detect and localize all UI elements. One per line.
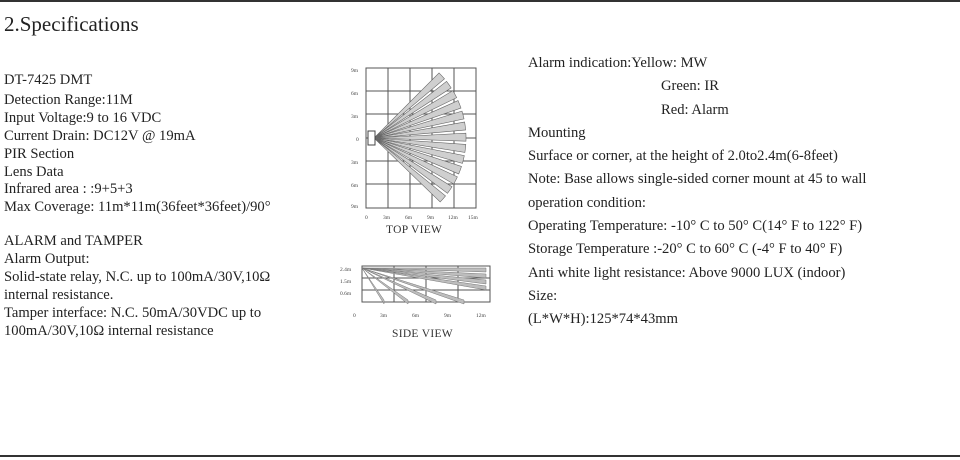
side-y-tick: 1.5m xyxy=(340,279,352,285)
right-spec-column xyxy=(528,52,958,332)
spec-line: Operating Temperature: -10° C to 50° C(14° F to 122° F) xyxy=(528,218,863,235)
top-x-tick: 15m xyxy=(468,215,478,221)
top-x-tick: 9m xyxy=(427,215,435,221)
spec-line: Current Drain: DC12V @ 19mA xyxy=(4,127,196,144)
side-x-tick: 0 xyxy=(353,313,356,319)
alarm-indication-value: Yellow: MW xyxy=(631,55,708,71)
side-x-tick: 3m xyxy=(380,313,388,319)
spec-line: Surface or corner, at the height of 2.0to2.4m(6-8feet) xyxy=(528,148,838,165)
side-view-label: SIDE VIEW xyxy=(392,328,453,340)
side-x-tick: 6m xyxy=(412,313,420,319)
alarm-indication-value: Red: Alarm xyxy=(661,101,729,118)
detector-marker xyxy=(368,131,375,145)
spec-line: operation condition: xyxy=(528,194,646,211)
spec-line: Alarm Output: xyxy=(4,251,90,268)
top-y-tick: 9m xyxy=(351,204,359,210)
side-x-tick: 12m xyxy=(476,313,486,319)
alarm-indication-row xyxy=(528,52,958,75)
side-view-diagram xyxy=(336,262,496,322)
side-view-detection-beams xyxy=(362,268,486,304)
spec-line: Infrared area : :9+5+3 xyxy=(4,181,133,198)
spacer xyxy=(4,217,344,233)
top-y-tick: 3m xyxy=(351,160,359,166)
top-y-tick: 6m xyxy=(351,183,359,189)
spec-line: Note: Base allows single-sided corner mount at 45 to wall xyxy=(528,171,867,188)
spec-line: Detection Range:11M xyxy=(4,92,133,108)
top-y-tick: 9m xyxy=(351,68,359,74)
spec-line: Input Voltage:9 to 16 VDC xyxy=(4,109,162,126)
left-spec-column xyxy=(4,72,344,341)
alarm-indication-value: Green: IR xyxy=(661,78,719,95)
top-view-label: TOP VIEW xyxy=(386,224,443,236)
spec-line: Size: xyxy=(528,287,558,304)
spec-line: Tamper interface: N.C. 50mA/30VDC up to xyxy=(4,304,262,321)
spec-line: Solid-state relay, N.C. up to 100mA/30V,10Ω xyxy=(4,269,271,286)
side-y-tick: 2.4m xyxy=(340,267,352,273)
partial-model-heading: DT-7425 DMT xyxy=(4,72,93,88)
spec-line: Lens Data xyxy=(4,163,64,180)
spec-line: PIR Section xyxy=(4,145,75,162)
top-y-tick: 6m xyxy=(351,91,359,97)
spec-line: Max Coverage: 11m*11m(36feet*36feet)/90° xyxy=(4,199,271,216)
spec-line: Mounting xyxy=(528,124,586,141)
alarm-indication-label: Alarm indication: xyxy=(528,55,632,71)
top-x-tick: 0 xyxy=(365,215,368,221)
top-y-tick: 0 xyxy=(356,137,359,143)
spec-line: 100mA/30V,10Ω internal resistance xyxy=(4,322,214,339)
top-x-tick: 12m xyxy=(448,215,458,221)
spec-line: (L*W*H):125*74*43mm xyxy=(528,311,678,328)
bottom-divider xyxy=(0,455,960,457)
spec-line: internal resistance. xyxy=(4,286,114,303)
spec-line: Storage Temperature :-20° C to 60° C (-4° F to 40° F) xyxy=(528,241,843,258)
top-x-tick: 6m xyxy=(405,215,413,221)
side-x-tick: 9m xyxy=(444,313,452,319)
section-title: 2.Specifications xyxy=(4,12,139,36)
top-x-tick: 3m xyxy=(383,215,391,221)
top-y-tick: 3m xyxy=(351,114,359,120)
top-divider xyxy=(0,0,960,2)
spec-line: ALARM and TAMPER xyxy=(4,233,143,250)
spec-line: Anti white light resistance: Above 9000 LUX (indoor) xyxy=(528,264,846,281)
side-y-tick: 0.6m xyxy=(340,291,352,297)
top-view-diagram xyxy=(348,64,488,221)
